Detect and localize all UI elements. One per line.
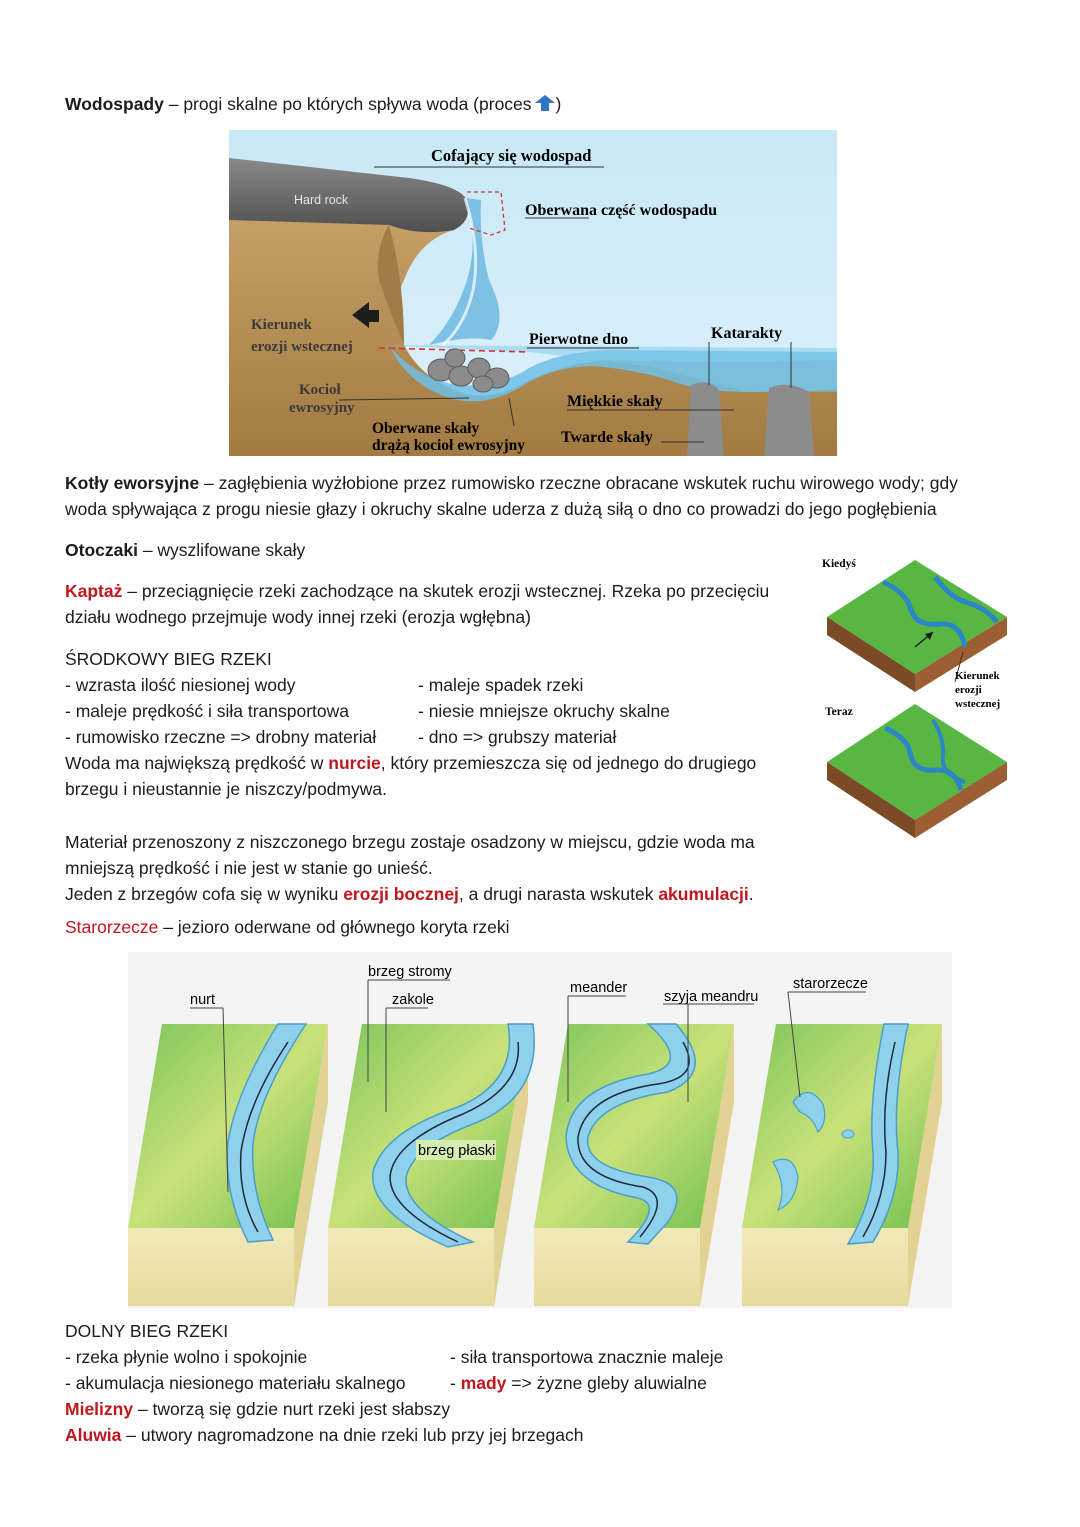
material-line-3 [65,881,754,907]
label-oxbow: starorzecze [793,976,868,992]
waterfalls-line [65,91,561,117]
lower-left-1: - rzeka płynie wolno i spokojnie [65,1347,308,1367]
shoals-definition: – tworzą się gdzie nurt rzeki jest słabszy [133,1399,451,1419]
current-term: nurcie [328,753,381,773]
material-line-1: Materiał przenoszony z niszczonego brzegu zostaje osadzony w miejscu, gdzie woda ma [65,832,755,852]
label-pothole-1: Kocioł [299,382,341,398]
label-hard-rocks: Twarde skały [561,429,653,446]
waterfalls-definition: – progi skalne po których spływa woda (proces [163,94,532,114]
label-receding-waterfall: Cofający się wodospad [431,146,592,165]
potholes-line-1 [65,470,958,496]
pebbles-term: Otoczaki [65,540,138,560]
middle-right-1: - maleje spadek rzeki [418,675,584,695]
middle-heading: ŚRODKOWY BIEG RZEKI [65,649,272,669]
capture-text-1: – przeciągnięcie rzeki zachodzące na skutek erozji wstecznej. Rzeka po przecięciu [122,581,770,601]
current-text-b: , który przemieszcza się od jednego do drugiego [380,753,757,773]
waterfall-diagram [229,130,837,456]
label-original-bottom: Pierwotne dno [529,331,629,348]
middle-left-1: - wzrasta ilość niesionej wody [65,675,296,695]
oxbow-term: Starorzecze [65,917,159,937]
label-direction-2: erozji [955,684,982,696]
potholes-line-2: woda spływająca z progu niesie głazy i okruchy skalne uderza z dużą siłą o dno co prowadzi do jego pogłębienia [65,499,937,519]
label-bend: zakole [392,992,434,1008]
meander-diagram [128,952,952,1308]
label-hard-rock: Hard rock [294,193,349,207]
material-text-c: . [748,884,754,904]
alluvium-definition: – utwory nagromadzone na dnie rzeki lub przy jej brzegach [121,1425,584,1445]
label-then: Kiedyś [822,558,856,570]
label-now: Teraz [825,706,853,718]
alluvium-term: Aluwia [65,1425,122,1445]
middle-left-3: - rumowisko rzeczne => drobny materiał [65,727,377,747]
middle-right-2: - niesie mniejsze okruchy skalne [418,701,670,721]
label-erosion-direction-1: Kierunek [251,317,312,333]
mady-text: => żyzne gleby aluwialne [506,1373,707,1393]
mady-term: mady [460,1373,507,1393]
label-pothole-2: ewrosyjny [289,400,355,416]
label-direction-3: wstecznej [955,698,1001,710]
oxbow-line [65,914,510,940]
current-text-a: Woda ma największą prędkość w [65,753,329,773]
waterfalls-term: Wodospady [65,94,164,114]
label-broken-rocks-2: drążą kocioł ewrosyjny [372,437,525,454]
capture-term: Kaptaż [65,581,123,601]
current-line-1 [65,750,756,776]
label-soft-rocks: Miękkie skały [567,393,663,410]
accumulation-term: akumulacji [658,884,749,904]
label-cataracts: Katarakty [711,325,783,342]
lower-left-2: - akumulacja niesionego materiału skalnego [65,1373,406,1393]
potholes-term: Kotły eworsyjne [65,473,200,493]
label-meander-neck: szyja meandru [664,989,759,1005]
label-meander: meander [570,980,628,996]
alluvium-line [65,1422,583,1448]
waterfalls-paren: ) [555,94,562,114]
middle-right-3: - dno => grubszy materiał [418,727,617,747]
lower-right-1: - siła transportowa znacznie maleje [450,1347,724,1367]
material-line-2: mniejszą prędkość i nie jest w stanie go unieść. [65,858,433,878]
material-text-b: , a drugi narasta wskutek [458,884,659,904]
lower-heading: DOLNY BIEG RZEKI [65,1321,229,1341]
up-arrow-icon [534,94,556,112]
capture-line-2: działu wodnego przejmuje wody innej rzeki (erozja wgłębna) [65,607,531,627]
label-broken-part: Oberwana część wodospadu [525,202,718,219]
pebbles-line [65,537,305,563]
river-capture-diagram [815,552,1015,842]
label-flat-bank: brzeg płaski [418,1143,496,1159]
capture-line-1 [65,578,769,604]
material-text-a: Jeden z brzegów cofa się w wyniku [65,884,344,904]
lower-right-2 [450,1370,707,1396]
current-line-2: brzegu i nieustannie je niszczy/podmywa. [65,779,387,799]
label-broken-rocks-1: Oberwane skały [372,420,480,437]
oxbow-definition: – jezioro oderwane od głównego koryta rzeki [158,917,510,937]
shoals-line [65,1396,450,1422]
shoals-term: Mielizny [65,1399,134,1419]
label-direction-1: Kierunek [955,670,1000,682]
lateral-erosion-term: erozji bocznej [343,884,459,904]
pebbles-definition: – wyszlifowane skały [137,540,306,560]
label-steep-bank: brzeg stromy [368,964,452,980]
middle-left-2: - maleje prędkość i siła transportowa [65,701,350,721]
potholes-text-1: – zagłębienia wyżłobione przez rumowisko rzeczne obracane wskutek ruchu wirowego wody; gdy [199,473,958,493]
label-erosion-direction-2: erozji wstecznej [251,339,353,355]
label-current: nurt [190,992,215,1008]
mady-dash: - [450,1373,461,1393]
